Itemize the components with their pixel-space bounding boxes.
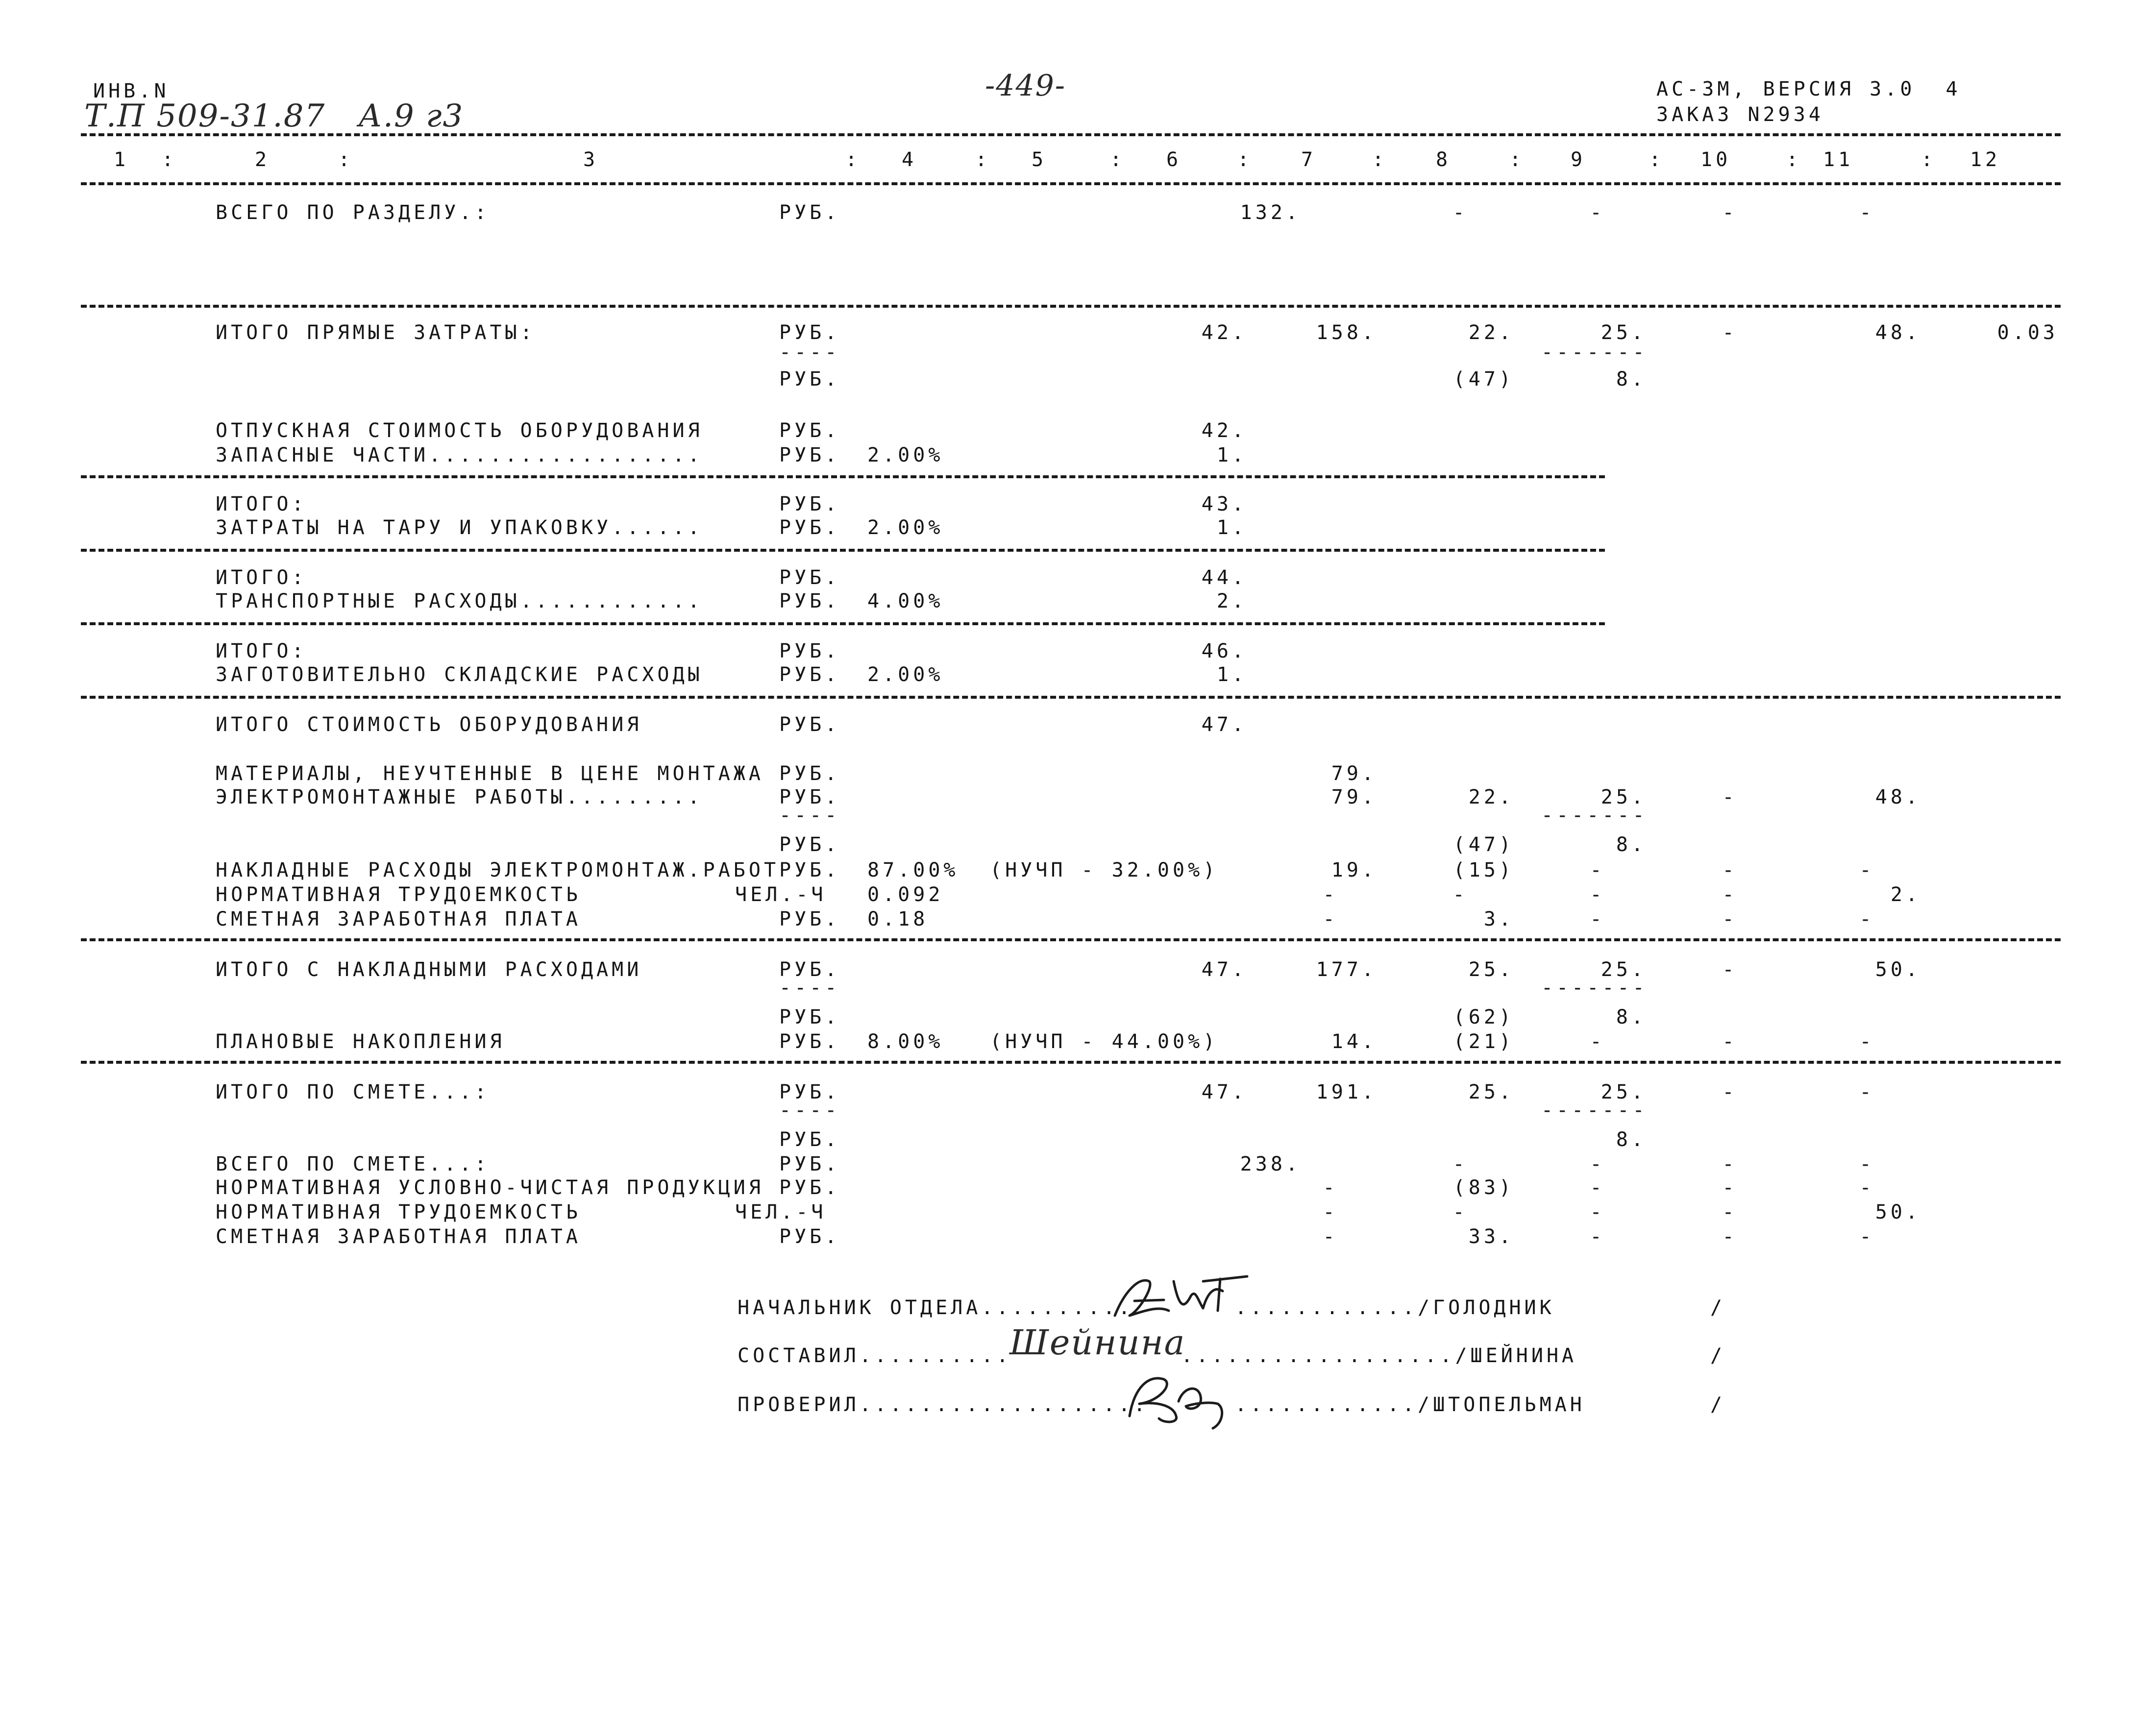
row-grand-total-col10: - [1722, 1153, 1738, 1175]
row-equipment-price-label: ОТПУСКНАЯ СТОИМОСТЬ ОБОРУДОВАНИЯ [216, 419, 703, 442]
row-labor-1-unit: ЧЕЛ.-Ч [735, 883, 827, 906]
column-number: 9 [1571, 148, 1586, 171]
column-number: 4 [902, 148, 917, 171]
row-wages-1-col8: 3. [1483, 908, 1514, 930]
rule-subtotal-2 [81, 549, 1605, 552]
signature-checker-end: / [1710, 1394, 1726, 1416]
row-estimate-total-col11: - [1859, 1081, 1875, 1103]
rule-subtotal-1 [81, 475, 1605, 478]
row-subtotal-2-unit: РУБ. [779, 566, 840, 589]
row-section-total-col10: - [1722, 201, 1738, 224]
row-planned-savings-col11: - [1859, 1030, 1875, 1053]
row-wages-2-label: СМЕТНАЯ ЗАРАБОТНАЯ ПЛАТА [216, 1225, 581, 1248]
row-estimate-total-unit-underline: ---- [779, 1099, 840, 1122]
row-direct-costs-sub-col9: 8. [1616, 368, 1647, 391]
row-transport-label: ТРАНСПОРТНЫЕ РАСХОДЫ............ [216, 590, 703, 612]
checker-signature-scribble [1120, 1367, 1237, 1436]
row-grand-total-label: ВСЕГО ПО СМЕТЕ...: [216, 1153, 490, 1175]
row-grand-total-total: 238. [1240, 1153, 1301, 1175]
row-section-total-label: ВСЕГО ПО РАЗДЕЛУ.: [216, 201, 490, 224]
column-number: 10 [1700, 148, 1731, 171]
row-materials-unit: РУБ. [779, 762, 840, 785]
row-overhead-rate: 87.00% [867, 859, 959, 881]
row-direct-costs-col6: 42. [1201, 321, 1247, 344]
row-labor-1-col9: - [1590, 883, 1605, 906]
row-wages-1-col7: - [1323, 908, 1338, 930]
row-overhead-col7: 19. [1331, 859, 1377, 881]
signature-head-role: НАЧАЛЬНИК ОТДЕЛА.......... [738, 1296, 1134, 1319]
column-number: 5 [1032, 148, 1047, 171]
row-electrical-works-unit-underline: ---- [779, 804, 840, 827]
signature-author-name: ................../ШЕЙНИНА [1181, 1345, 1577, 1367]
row-overhead-col8: (15) [1453, 859, 1514, 881]
column-number: 12 [1970, 148, 2001, 171]
row-direct-costs-unit-underline: ---- [779, 341, 840, 364]
row-with-overhead-col6: 47. [1201, 958, 1247, 981]
row-with-overhead-sub-unit: РУБ. [779, 1006, 840, 1028]
row-wages-2-unit: РУБ. [779, 1225, 840, 1248]
row-equipment-total-col6: 47. [1201, 713, 1247, 736]
row-transport-col6: 2. [1216, 590, 1247, 612]
row-labor-1-label: НОРМАТИВНАЯ ТРУДОЕМКОСТЬ [216, 883, 581, 906]
row-labor-1-col11: 2. [1890, 883, 1921, 906]
row-transport-unit: РУБ. [779, 590, 840, 612]
row-warehouse-col6: 1. [1216, 663, 1247, 686]
row-estimate-total-label: ИТОГО ПО СМЕТЕ...: [216, 1081, 490, 1103]
row-with-overhead-col7: 177. [1316, 958, 1377, 981]
row-spare-parts-rate: 2.00% [867, 444, 944, 466]
row-electrical-works-label: ЭЛЕКТРОМОНТАЖНЫЕ РАБОТЫ......... [216, 786, 703, 808]
row-wages-1-unit: РУБ. [779, 908, 840, 930]
row-equipment-price-col6: 42. [1201, 419, 1247, 442]
rule-with-overhead [81, 938, 2061, 941]
row-wages-1-col10: - [1722, 908, 1738, 930]
row-electrical-works-col9: 25. [1600, 786, 1647, 808]
row-labor-2-col8: - [1452, 1201, 1468, 1223]
row-with-overhead-col11: 50. [1875, 958, 1921, 981]
row-subtotal-3-unit: РУБ. [779, 640, 840, 662]
row-net-product-col8: (83) [1453, 1176, 1514, 1199]
column-separator: : [1110, 148, 1126, 171]
row-planned-savings-unit: РУБ. [779, 1030, 840, 1053]
row-labor-2-unit: ЧЕЛ.-Ч [735, 1201, 827, 1223]
row-section-total-col8: - [1452, 201, 1468, 224]
row-with-overhead-unit: РУБ. [779, 958, 840, 981]
row-planned-savings-label: ПЛАНОВЫЕ НАКОПЛЕНИЯ [216, 1030, 505, 1053]
row-estimate-total-sub-col9: 8. [1616, 1128, 1647, 1151]
row-grand-total-col11: - [1859, 1153, 1875, 1175]
column-separator: : [1237, 148, 1253, 171]
column-separator: : [975, 148, 991, 171]
row-direct-costs-col9: 25. [1600, 321, 1647, 344]
row-packaging-col6: 1. [1216, 516, 1247, 539]
row-with-overhead-col10: - [1722, 958, 1738, 981]
signature-author-handwriting: Шейнина [1009, 1322, 1186, 1363]
handwritten-project-code: Т.П 509-31.87 А.9 г3 [84, 98, 464, 134]
rule-estimate-total [81, 1061, 2061, 1064]
row-overhead-col9: - [1590, 859, 1605, 881]
row-wages-2-col10: - [1722, 1225, 1738, 1248]
row-direct-costs-sub-unit: РУБ. [779, 368, 840, 391]
row-overhead-col11: - [1859, 859, 1875, 881]
row-with-overhead-col8: 25. [1468, 958, 1514, 981]
row-with-overhead-col9: 25. [1600, 958, 1647, 981]
row-direct-costs-col7: 158. [1316, 321, 1377, 344]
row-wages-2-col8: 33. [1468, 1225, 1514, 1248]
header-rule-bottom [81, 182, 2061, 185]
row-equipment-total-unit: РУБ. [779, 713, 840, 736]
row-net-product-unit: РУБ. [779, 1176, 840, 1199]
column-separator: : [845, 148, 861, 171]
row-grand-total-col9: - [1590, 1153, 1605, 1175]
row-planned-savings-rate: 8.00% [867, 1030, 944, 1053]
row-subtotal-2-label: ИТОГО: [216, 566, 307, 589]
row-with-overhead-unit-underline: ---- [779, 977, 840, 999]
row-electrical-works-sub-col8: (47) [1453, 833, 1514, 856]
header-rule-top [81, 133, 2061, 136]
column-number: 8 [1436, 148, 1452, 171]
rule-direct-costs [81, 305, 2061, 308]
row-electrical-works-sub-col9: 8. [1616, 833, 1647, 856]
row-labor-2-col10: - [1722, 1201, 1738, 1223]
row-equipment-price-unit: РУБ. [779, 419, 840, 442]
row-warehouse-rate: 2.00% [867, 663, 944, 686]
row-electrical-works-col11: 48. [1875, 786, 1921, 808]
row-materials-label: МАТЕРИАЛЫ, НЕУЧТЕННЫЕ В ЦЕНЕ МОНТАЖА [216, 762, 764, 785]
row-estimate-total-col7: 191. [1316, 1081, 1377, 1103]
row-electrical-works-unit: РУБ. [779, 786, 840, 808]
column-number: 7 [1301, 148, 1317, 171]
row-equipment-total-label: ИТОГО СТОИМОСТЬ ОБОРУДОВАНИЯ [216, 713, 642, 736]
row-subtotal-3-label: ИТОГО: [216, 640, 307, 662]
row-labor-2-col9: - [1590, 1201, 1605, 1223]
row-estimate-total-sub-unit: РУБ. [779, 1128, 840, 1151]
row-overhead-unit: РУБ. [779, 859, 840, 881]
row-subtotal-1-unit: РУБ. [779, 493, 840, 515]
row-direct-costs-sub-col8: (47) [1453, 368, 1514, 391]
row-overhead-nuchp: (НУЧП - 32.00%) [990, 859, 1219, 881]
row-wages-1-col9: - [1590, 908, 1605, 930]
row-overhead-label: НАКЛАДНЫЕ РАСХОДЫ ЭЛЕКТРОМОНТАЖ.РАБОТ [216, 859, 780, 881]
column-number: 11 [1823, 148, 1854, 171]
row-direct-costs-col8: 22. [1468, 321, 1514, 344]
row-direct-costs-label: ИТОГО ПРЯМЫЕ ЗАТРАТЫ: [216, 321, 536, 344]
column-separator: : [1509, 148, 1525, 171]
inventory-label: ИНВ.N [93, 80, 170, 102]
row-materials-col7: 79. [1331, 762, 1377, 785]
row-grand-total-col8: - [1452, 1153, 1468, 1175]
row-electrical-works-col10: - [1722, 786, 1738, 808]
rule-equipment-total [81, 696, 2061, 699]
row-estimate-total-col8: 25. [1468, 1081, 1514, 1103]
row-overhead-col10: - [1722, 859, 1738, 881]
software-version: АС-3М, ВЕРСИЯ 3.0 4 [1656, 78, 1961, 100]
row-estimate-total-unit: РУБ. [779, 1081, 840, 1103]
row-planned-savings-col8: (21) [1453, 1030, 1514, 1053]
signature-checker-name: ............/ШТОПЕЛЬМАН [1235, 1394, 1585, 1416]
row-electrical-works-col8: 22. [1468, 786, 1514, 808]
row-planned-savings-nuchp: (НУЧП - 44.00%) [990, 1030, 1219, 1053]
order-number: ЗАКАЗ N2934 [1656, 103, 1824, 126]
row-net-product-label: НОРМАТИВНАЯ УСЛОВНО-ЧИСТАЯ ПРОДУКЦИЯ [216, 1176, 764, 1199]
row-direct-costs-unit: РУБ. [779, 321, 840, 344]
row-estimate-total-col10: - [1722, 1081, 1738, 1103]
row-direct-costs-col10: - [1722, 321, 1738, 344]
row-estimate-total-col9-underline: ------- [1541, 1099, 1648, 1122]
row-section-total-unit: РУБ. [779, 201, 840, 224]
row-net-product-col9: - [1590, 1176, 1605, 1199]
row-labor-2-label: НОРМАТИВНАЯ ТРУДОЕМКОСТЬ [216, 1201, 581, 1223]
row-wages-2-col7: - [1323, 1225, 1338, 1248]
row-labor-1-col10: - [1722, 883, 1738, 906]
row-with-overhead-label: ИТОГО С НАКЛАДНЫМИ РАСХОДАМИ [216, 958, 642, 981]
row-labor-2-col7: - [1323, 1201, 1338, 1223]
column-number: 1 [114, 148, 129, 171]
row-subtotal-1-label: ИТОГО: [216, 493, 307, 515]
column-separator: : [1921, 148, 1937, 171]
page-number: -449- [985, 69, 1066, 103]
row-packaging-unit: РУБ. [779, 516, 840, 539]
row-labor-1-rate: 0.092 [867, 883, 944, 906]
column-separator: : [1372, 148, 1388, 171]
row-with-overhead-col9-underline: ------- [1541, 977, 1648, 999]
row-direct-costs-col9-underline: ------- [1541, 341, 1648, 364]
row-net-product-col10: - [1722, 1176, 1738, 1199]
row-subtotal-2-col6: 44. [1201, 566, 1247, 589]
column-number: 6 [1166, 148, 1182, 171]
row-direct-costs-col12: 0.03 [1997, 321, 2058, 344]
row-spare-parts-col6: 1. [1216, 444, 1247, 466]
row-subtotal-3-col6: 46. [1201, 640, 1247, 662]
signature-head-end: / [1710, 1296, 1726, 1319]
column-separator: : [162, 148, 177, 171]
row-labor-1-col7: - [1323, 883, 1338, 906]
row-section-total-col11: - [1859, 201, 1875, 224]
row-section-total-col9: - [1590, 201, 1605, 224]
row-spare-parts-label: ЗАПАСНЫЕ ЧАСТИ.................. [216, 444, 703, 466]
row-wages-2-col9: - [1590, 1225, 1605, 1248]
row-with-overhead-sub-col9: 8. [1616, 1006, 1647, 1028]
row-packaging-label: ЗАТРАТЫ НА ТАРУ И УПАКОВКУ...... [216, 516, 703, 539]
signature-checker-role: ПРОВЕРИЛ................... [738, 1394, 1149, 1416]
rule-subtotal-3 [81, 622, 1605, 625]
row-with-overhead-sub-col8: (62) [1453, 1006, 1514, 1028]
row-direct-costs-col11: 48. [1875, 321, 1921, 344]
row-estimate-total-col6: 47. [1201, 1081, 1247, 1103]
row-wages-1-col11: - [1859, 908, 1875, 930]
row-section-total-total: 132. [1240, 201, 1301, 224]
row-electrical-works-col9-underline: ------- [1541, 804, 1648, 827]
row-packaging-rate: 2.00% [867, 516, 944, 539]
row-labor-1-col8: - [1452, 883, 1468, 906]
signature-author-role: СОСТАВИЛ.......... [738, 1345, 1012, 1367]
column-separator: : [1649, 148, 1665, 171]
row-labor-2-col11: 50. [1875, 1201, 1921, 1223]
row-grand-total-unit: РУБ. [779, 1153, 840, 1175]
column-separator: : [1786, 148, 1802, 171]
row-spare-parts-unit: РУБ. [779, 444, 840, 466]
column-number: 3 [583, 148, 599, 171]
row-wages-1-label: СМЕТНАЯ ЗАРАБОТНАЯ ПЛАТА [216, 908, 581, 930]
row-net-product-col11: - [1859, 1176, 1875, 1199]
row-planned-savings-col9: - [1590, 1030, 1605, 1053]
row-subtotal-1-col6: 43. [1201, 493, 1247, 515]
row-estimate-total-col9: 25. [1600, 1081, 1647, 1103]
row-warehouse-unit: РУБ. [779, 663, 840, 686]
row-electrical-works-col7: 79. [1331, 786, 1377, 808]
signature-author-end: / [1710, 1345, 1726, 1367]
row-planned-savings-col7: 14. [1331, 1030, 1377, 1053]
row-warehouse-label: ЗАГОТОВИТЕЛЬНО СКЛАДСКИЕ РАСХОДЫ [216, 663, 703, 686]
row-transport-rate: 4.00% [867, 590, 944, 612]
row-wages-2-col11: - [1859, 1225, 1875, 1248]
row-net-product-col7: - [1323, 1176, 1338, 1199]
column-separator: : [338, 148, 354, 171]
signature-head-name: ............/ГОЛОДНИК [1235, 1296, 1555, 1319]
row-electrical-works-sub-unit: РУБ. [779, 833, 840, 856]
row-wages-1-rate: 0.18 [867, 908, 929, 930]
column-number: 2 [255, 148, 271, 171]
row-planned-savings-col10: - [1722, 1030, 1738, 1053]
